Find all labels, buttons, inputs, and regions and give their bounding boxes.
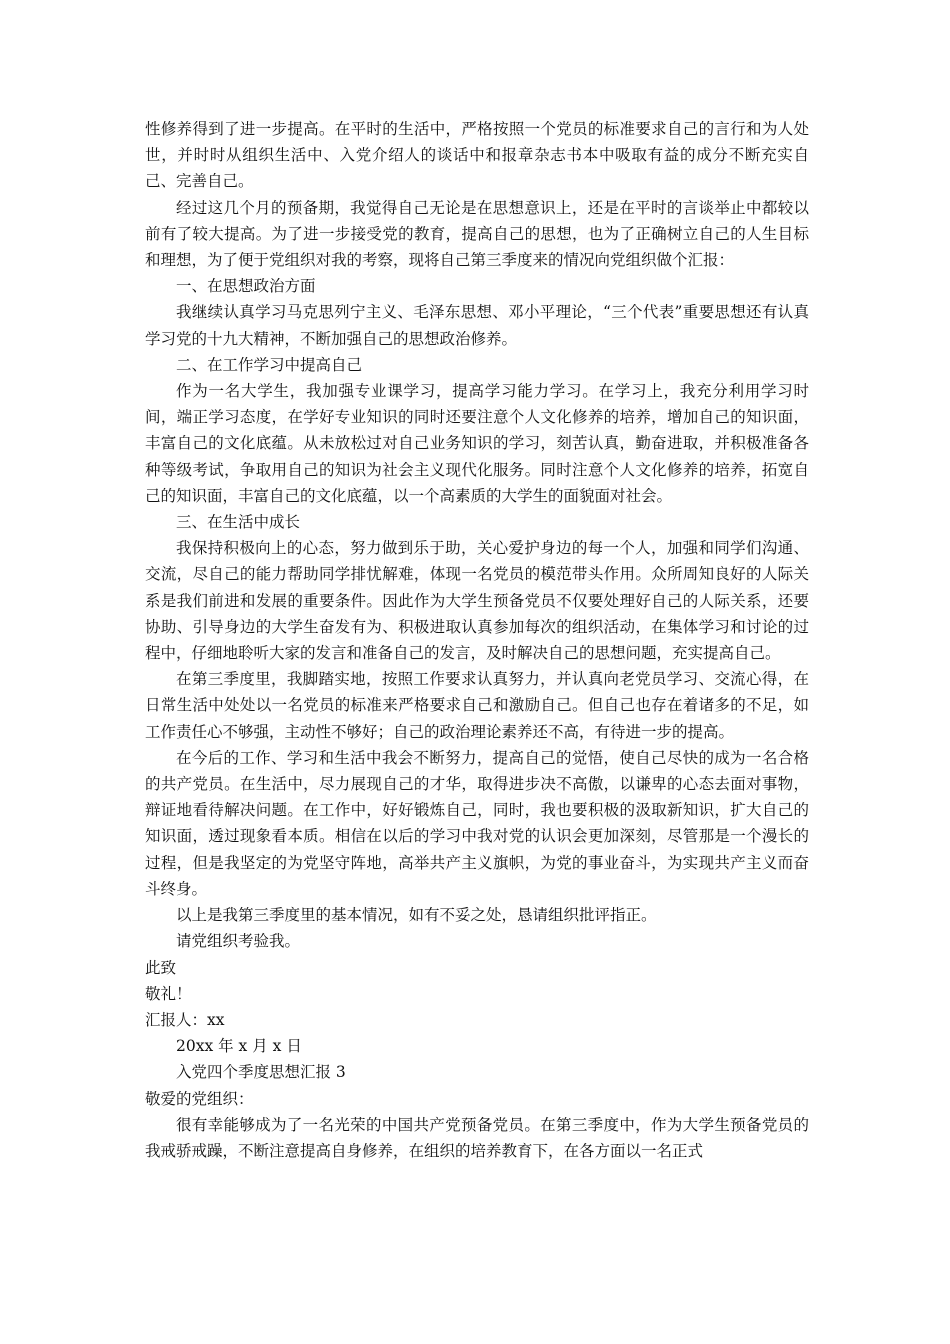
document-page bbox=[145, 116, 809, 1164]
closing-salutation: 此致 bbox=[145, 958, 177, 977]
closing-salute: 敬礼！ bbox=[145, 984, 192, 1003]
paragraph: 在第三季度里，我脚踏实地，按照工作要求认真努力，并认真向老党员学习、交流心得，在日常生活中处处以一名党员的标准来严格要求自己和激励自己。但自己也存在着诸多的不足，如工作责任心不够强，主动性不够好；自己的政治理论素养还不高，有待进一步的提高。 bbox=[145, 670, 809, 741]
paragraph: 我继续认真学习马克思列宁主义、毛泽东思想、邓小平理论，“三个代表”重要思想还有认真学习党的十九大精神，不断加强自己的思想政治修养。 bbox=[145, 303, 809, 348]
paragraph: 作为一名大学生，我加强专业课学习，提高学习能力学习。在学习上，我充分利用学习时间，端正学习态度，在学好专业知识的同时还要注意个人文化修养的培养，增加自己的知识面，丰富自己的文化底蕴。从未放松过对自己业务知识的学习，刻苦认真，勤奋进取，并积极准备各种等级考试，争取用自己的知识为社会主义现代化服务。同时注意个人文化修养的培养，拓宽自己的知识面，丰富自己的文化底蕴，以一个高素质的大学生的面貌面对社会。 bbox=[145, 382, 809, 505]
reporter-name: 汇报人：xx bbox=[145, 1010, 225, 1029]
paragraph: 在今后的工作、学习和生活中我会不断努力，提高自己的觉悟，使自己尽快的成为一名合格的共产党员。在生活中，尽力展现自己的才华，取得进步决不高傲，以谦卑的心态去面对事物，辩证地看待解决问题。在工作中，好好锻炼自己，同时，我也要积极的汲取新知识，扩大自己的知识面，透过现象看本质。相信在以后的学习中我对党的认识会更加深刻，尽管那是一个漫长的过程，但是我坚定的为党坚守阵地，高举共产主义旗帜，为党的事业奋斗，为实现共产主义而奋斗终身。 bbox=[145, 748, 809, 898]
report-title: 入党四个季度思想汇报 3 bbox=[176, 1063, 346, 1082]
paragraph: 性修养得到了进一步提高。在平时的生活中，严格按照一个党员的标准要求自己的言行和为人处世，并时时从组织生活中、入党介绍人的谈话中和报章杂志书本中吸取有益的成分不断充实自己、完善自己。 bbox=[145, 120, 809, 191]
paragraph: 经过这几个月的预备期，我觉得自己无论是在思想意识上，还是在平时的言谈举止中都较以前有了较大提高。为了进一步接受党的教育，提高自己的思想，也为了正确树立自己的人生目标和理想，为了便于党组织对我的考察，现将自己第三季度来的情况向党组织做个汇报： bbox=[145, 198, 809, 270]
report-date: 20xx 年 x 月 x 日 bbox=[176, 1037, 302, 1056]
greeting: 敬爱的党组织： bbox=[145, 1089, 254, 1108]
section-heading: 一、在思想政治方面 bbox=[176, 277, 316, 296]
paragraph: 请党组织考验我。 bbox=[176, 932, 301, 951]
paragraph: 我保持积极向上的心态，努力做到乐于助，关心爱护身边的每一个人，加强和同学们沟通、交流，尽自己的能力帮助同学排忧解难，体现一名党员的模范带头作用。众所周知良好的人际关系是我们前进和发展的重要条件。因此作为大学生预备党员不仅要处理好自己的人际关系，还要协助、引导身边的大学生奋发有为、积极进取认真参加每次的组织活动，在集体学习和讨论的过程中，仔细地聆听大家的发言和准备自己的发言，及时解决自己的思想问题，充实提高自己。 bbox=[145, 539, 809, 663]
paragraph: 以上是我第三季度里的基本情况，如有不妥之处，恳请组织批评指正。 bbox=[176, 906, 657, 925]
paragraph: 很有幸能够成为了一名光荣的中国共产党预备党员。在第三季度中，作为大学生预备党员的我戒骄戒躁，不断注意提高自身修养，在组织的培养教育下，在各方面以一名正式 bbox=[145, 1115, 809, 1160]
section-heading: 二、在工作学习中提高自己 bbox=[176, 355, 363, 374]
section-heading: 三、在生活中成长 bbox=[176, 513, 301, 532]
